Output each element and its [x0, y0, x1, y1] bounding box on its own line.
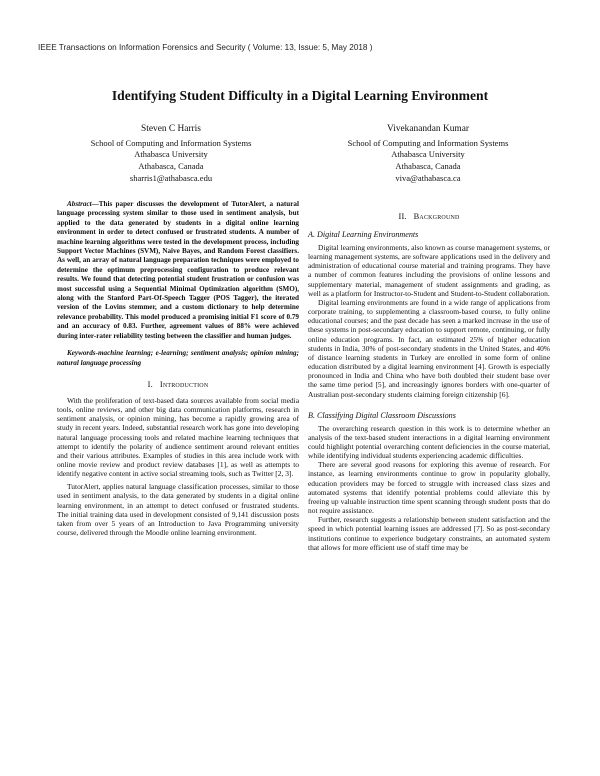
abstract-label: Abstract—	[67, 200, 99, 208]
left-column	[57, 200, 299, 537]
section-number: I.	[147, 379, 153, 389]
paragraph: Digital learning environments are found in a wide range of applications from corporate training, to supplementing a classroom-based course, to fully online educational courses; and the past decade has seen a marked increase in the use of these systems in post-secondary education to support remote, continuing, or fully online education programs. In fact, an estimated 25% of higher education students in India, 30% of post-secondary students in the United States, and 40% of distance learning students in Turkey are enrolled in some form of online education distributed by a digital learning environment [4]. Growth is especially pronounced in India and China who have both doubled their student base over the same time period [5], and increasingly ignores borders with one-quarter of Australian post-secondary students claiming foreign citizenship [6].	[308, 297, 550, 399]
paragraph: Further, research suggests a relationship between student satisfaction and the speed in which potential learning issues are addressed [7]. So as post-secondary institutions continue to experience budgetary constraints, an automated system that allows for more efficient use of staff time may be	[308, 515, 550, 552]
section-title: Background	[413, 212, 460, 221]
author-affiliation: School of Computing and Information Systems	[90, 137, 252, 148]
paragraph: With the proliferation of text-based data sources available from social media tools, online reviews, and other big data communication platforms, research in sentiment analysis, or opinion mining, has become a rapidly growing area of study in recent years. Indeed, substantial research work has gone into developing natural language processing tools and related machine learning techniques that attempt to identify the polarity of audience sentiment around relevant entities and their various attributes. Examples of studies in this area include work with online movie review and product review databases [1], as well as attempts to identify negative content in active social streaming tools, such as Twitter [2, 3].	[57, 395, 299, 479]
abstract-text: This paper discusses the development of TutorAlert, a natural language processing system similar to those used in sentiment analysis, but applied to the data generated by students in a digital online learning environment in order to detect confused or frustrated students. A number of machine learning algorithms were tested in the development process, including Support Vector Machines (SVM), Naive Bayes, and Random Forest classifiers. As well, an array of natural language preparation techniques were employed to determine the optimum preprocessing configuration to produce relevant results. We found that detecting potential student frustration or confusion was most successful using a Sequential Minimal Optimization algorithm (SMO), along with the Stanford Part-Of-Speech Tagger (POS Tagger), the iterated version of the Lovins stemmer, and a custom dictionary to help determine relevance probability. This model produced a promising initial F1 score of 0.79 and an accuracy of 0.83. Further, agreement values of 88% were achieved during inter-rater reliability testing between the classifier and human judges.	[57, 200, 299, 340]
author-affiliation: School of Computing and Information Systems	[347, 137, 509, 148]
author-block-1	[46, 124, 296, 185]
author-location: Athabasca, Canada	[138, 161, 204, 172]
subsection-heading-a: A. Digital Learning Environments	[308, 230, 419, 239]
author-name: Vivekanandan Kumar	[387, 124, 469, 134]
right-column	[308, 200, 550, 552]
author-location: Athabasca, Canada	[395, 161, 461, 172]
abstract	[57, 200, 299, 341]
author-name: Steven C Harris	[141, 124, 201, 134]
paragraph: There are several good reasons for exploring this avenue of research. For instance, as learning environments continue to grow in popularity globally, education providers may be forced to struggle with increased class sizes and automated systems that identify potential problems could alleviate this by freeing up valuable instruction time spent scanning through student posts that do not require assistance.	[308, 460, 550, 516]
journal-header: IEEE Transactions on Information Forensics and Security ( Volume: 13, Issue: 5, May 2018 )	[38, 43, 373, 52]
section-heading-introduction	[57, 380, 299, 389]
section-heading-background	[308, 212, 550, 221]
paper-title: Identifying Student Difficulty in a Digital Learning Environment	[111, 88, 489, 103]
keywords: Keywords-machine learning; e-learning; sentiment analysis; opinion mining; natural language processing	[57, 349, 299, 367]
paragraph: Digital learning environments, also known as course management systems, or learning management systems, are software applications used in the delivery and administration of educational course material and training programs. They have a number of common features including the provisions of online lessons and supplementary material, management of student assignments and grading, as well as a platform for Instructor-to-Student and Student-to-Student collaboration.	[308, 243, 550, 298]
author-email[interactable]: viva@athabasca.ca	[395, 172, 461, 183]
paragraph: TutorAlert, applies natural language classification processes, similar to those used in sentiment analysis, to the data generated by students in a digital online learning environment, in an attempt to detect confused or frustrated students. The initial training data used in development consisted of 9,141 discussion posts taken from over 5 years of an Introduction to Java Programming university course, delivered through the Moodle online learning environment.	[57, 482, 299, 538]
author-block-2	[303, 124, 553, 185]
section-title: Introduction	[159, 379, 209, 389]
author-email[interactable]: sharris1@athabasca.edu	[129, 172, 213, 183]
section-number: II.	[398, 212, 407, 221]
subsection-heading-b: B. Classifying Digital Classroom Discussions	[308, 410, 456, 420]
author-university: Athabasca University	[391, 149, 465, 160]
author-university: Athabasca University	[134, 149, 208, 160]
paragraph: The overarching research question in this work is to determine whether an analysis of the text-based student interactions in a digital learning environment could highlight potential overarching content deficiencies in the course material, while identifying individual students experiencing academic difficulties.	[308, 423, 550, 461]
